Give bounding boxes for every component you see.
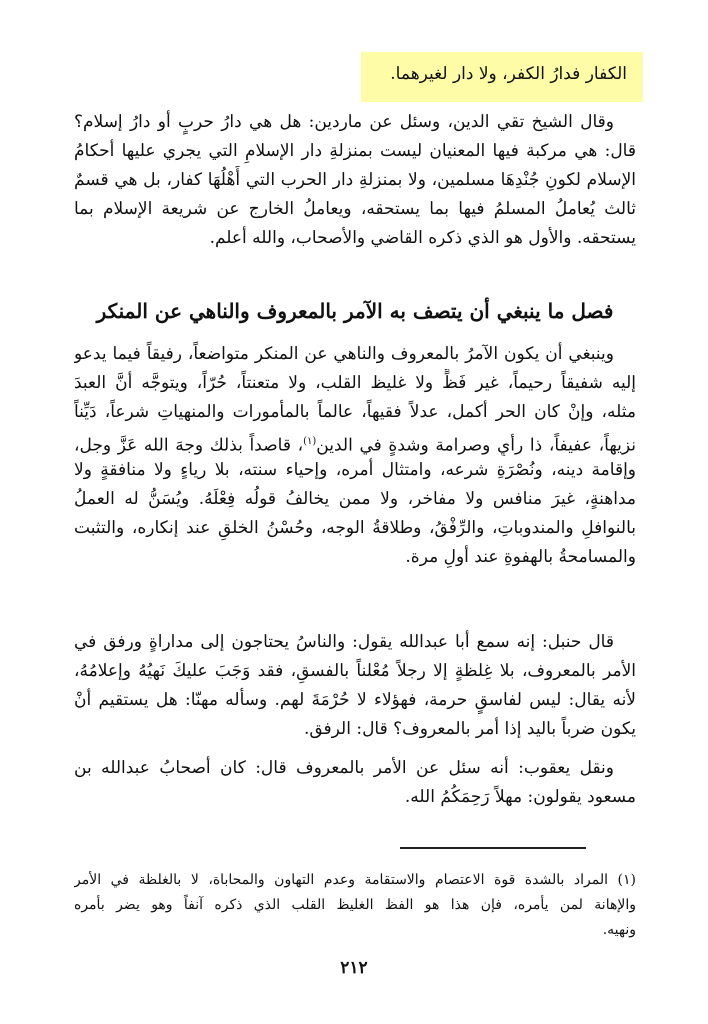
highlighted-text-content: الكفار فدارُ الكفر، ولا دار لغيرهما. <box>390 64 627 84</box>
footnote-number: (١) <box>617 872 636 888</box>
page-number: ٢١٢ <box>340 958 368 978</box>
footnote-line: والإهانة لمن يأمره، فإن هذا هو الفظ الغليظ القلب الذي ذكره آنفاً وهو يضر بأمره <box>74 897 636 913</box>
text-line: قال حنبل: إنه سمع أبا عبدالله يقول: والناسُ يحتاجون إلى مداراةٍ ورفق في <box>74 632 614 652</box>
text-line: ثالث يُعاملُ المسلمُ فيها بما يستحقه، ويعاملُ الخارج عن شريعة الإسلام بما <box>74 199 636 219</box>
text-line <box>74 427 636 456</box>
text-segment: المراد بالشدة قوة الاعتصام والاستقامة وعدم التهاون والمحاباة، لا بالغلظة في الأمر <box>74 872 608 888</box>
text-segment: نزيهاً، عفيفاً، ذا رأيٍ وصرامة وشدةٍ في الدين <box>316 435 636 456</box>
text-line: مثله، وإنْ كان الحر أكمل، عدلاً فقيهاً، عالماً بالمأمورات والمنهياتِ شرعاً، دَيِّناً <box>74 402 636 422</box>
highlighted-text <box>361 52 643 102</box>
text-line: يستحقه. والأول هو الذي ذكره القاضي والأصحاب، والله أعلم. <box>209 228 636 248</box>
text-line: وينبغي أن يكون الآمرُ بالمعروف والناهي عن المنكر متواضعاً، رفيقاً فيما يدعو <box>74 344 614 364</box>
text-line: مداهنةٍ، غيرَ منافس ولا مفاخر، ولا ممن يخالفُ قولُه فِعْلَهُ. ويُسَنُّ له العملُ <box>74 489 636 509</box>
text-line: مسعود يقولون: مهلاً رَحِمَكُمُ الله. <box>404 787 636 807</box>
paragraph-yaqub <box>74 754 636 812</box>
text-line: الإسلام لكونِ جُنْدِهَا مسلمين، ولا بمنزلةِ دار الحرب التي أَهْلُهَا كفار، بل هي قسمٌ <box>74 170 636 190</box>
text-line: لأنه يقال: ليس لفاسقٍ حرمة، فهؤلاء لا حُرْمَةَ لهم. وسأله مهنّا: هل يستقيم أنْ <box>74 690 636 710</box>
text-line: والمسامحةُ بالهفوةِ عند أولِ مرة. <box>405 547 636 567</box>
footnote-reference[interactable]: (١) <box>303 436 317 447</box>
text-line: الأمر بالمعروف، بلا غِلظةٍ إلا رجلاً مُعْلناً بالفسقِ، فقد وَجَبَ عليكَ نَهيُهُ وإعلامُهُ، <box>74 661 636 681</box>
text-line: بالنوافلِ والمندوباتِ، والرِّفْقُ، وطلاقةُ الوجه، وحُسْنُ الخلقِ عند إنكاره، والتثبت <box>74 518 636 538</box>
text-line: يكون ضرباً باليد إذا أمر بالمعروف؟ قال: الرفق. <box>303 719 636 739</box>
footnote <box>74 868 636 943</box>
paragraph-mardin <box>74 108 636 253</box>
text-line: إليه شفيقاً رحيماً، غير فَظٍّ ولا غليظ القلب، ولا متعنتاً، حُرّاً، ويتوجَّه أنَّ العبدَ <box>74 373 636 393</box>
paragraph-hanbal <box>74 628 636 744</box>
paragraph-qualities <box>74 340 636 572</box>
text-segment: ، قاصداً بذلك وجهَ الله عَزَّ وجل، <box>74 435 304 456</box>
footnote-line <box>74 868 636 893</box>
footnote-divider <box>400 847 586 849</box>
text-line: ونقل يعقوب: أنه سئل عن الأمر بالمعروف قال: كان أصحابُ عبدالله بن <box>74 758 614 778</box>
text-line: وقال الشيخ تقي الدين، وسئل عن ماردين: هل هي دارُ حربٍ أو دارُ إسلام؟ <box>74 112 614 132</box>
text-line: قال: هي مركبة فيها المعنيان ليست بمنزلةِ دار الإسلامِ التي يجري عليها أحكامُ <box>74 141 636 161</box>
text-line: وإقامة دينه، ونُصْرَةِ شرعه، وامتثال أمره، وإحياء سنته، بلا رياءٍ ولا منافقةٍ ولا <box>74 460 636 480</box>
section-heading: فصل ما ينبغي أن يتصف به الآمر بالمعروف والناهي عن المنكر <box>96 299 614 323</box>
footnote-line: ونهيه. <box>602 922 636 938</box>
